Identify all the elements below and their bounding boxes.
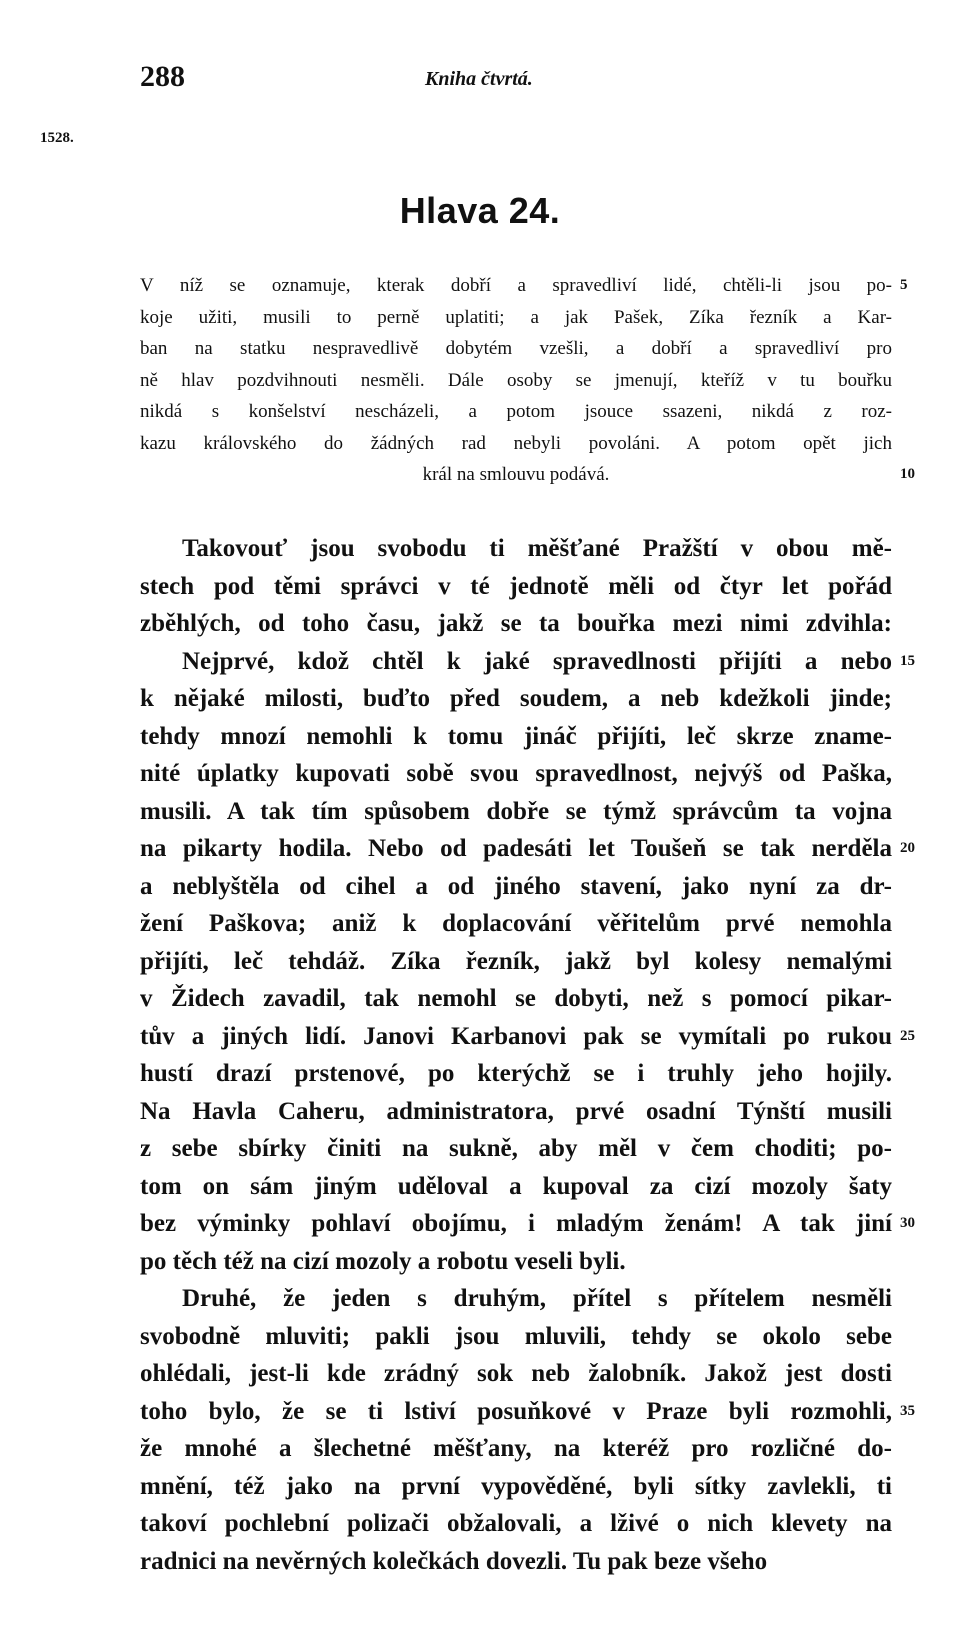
summary-line xyxy=(140,459,915,491)
body-line-text: že mnohé a šlechetné měšťany, na kteréž pro rozličné do- xyxy=(140,1435,892,1462)
summary-line-text: ně hlav pozdvihnouti nesměli. Dále osoby se jmenují, kteříž v tu bouřku xyxy=(140,369,892,391)
body-line xyxy=(140,980,892,1018)
body-line xyxy=(140,718,892,756)
line-number-marker: 20 xyxy=(900,840,915,856)
summary-line-text: nikdá s konšelství nescházeli, a potom jsouce ssazeni, nikdá z roz- xyxy=(140,401,892,422)
body-line xyxy=(140,1393,915,1431)
body-line-text: zběhlých, od toho času, jakž se ta bouřka mezi nimi zdvihla: xyxy=(140,610,892,637)
body-line-text: tův a jiných lidí. Janovi Karbanovi pak se vymítali po rukou xyxy=(140,1022,892,1050)
body-line-text: svobodně mluviti; pakli jsou mluvili, tehdy se okolo sebe xyxy=(140,1322,892,1350)
body-line xyxy=(140,1055,892,1093)
body-line xyxy=(140,1543,892,1581)
body-line-text: Na Havla Caheru, administratora, prvé osadní Týnští musili xyxy=(140,1097,892,1125)
summary-line xyxy=(140,333,892,365)
body-line xyxy=(140,868,892,906)
body-line-text: bez výminky pohlaví obojímu, i mladým ženám! A tak jiní xyxy=(140,1210,892,1237)
body-line-text: žení Paškova; aniž k doplacování věřitelům prvé nemohla xyxy=(140,910,892,937)
body-line-text: takoví pochlební polizači obžalovali, a lživé o nich klevety na xyxy=(140,1510,892,1537)
body-line-text: Druhé, že jeden s druhým, přítel s přítelem nesměli xyxy=(182,1285,892,1312)
body-line-text: v Židech zavadil, tak nemohl se dobyti, než s pomocí pikar- xyxy=(140,985,892,1012)
body-line xyxy=(140,1430,892,1468)
body-line-text: na pikarty hodila. Nebo od padesáti let Toušeň se tak nerděla xyxy=(140,835,892,862)
body-line xyxy=(140,793,892,831)
line-number-marker: 10 xyxy=(900,466,915,482)
body-line-text: radnici na nevěrných kolečkách dovezli. Tu pak beze všeho xyxy=(140,1547,768,1575)
body-line xyxy=(140,680,892,718)
body-line-text: tehdy mnozí nemohli k tomu jináč přijíti, leč skrze zname- xyxy=(140,722,892,750)
body-line xyxy=(140,568,892,606)
page-number: 288 xyxy=(140,60,185,93)
year-margin-note: 1528. xyxy=(40,130,74,146)
body-line-text: nité úplatky kupovati sobě svou spravedlnost, nejvýš od Paška, xyxy=(140,760,892,787)
body-line xyxy=(140,1318,892,1356)
summary-line xyxy=(140,302,892,334)
line-number-marker: 30 xyxy=(900,1215,915,1231)
running-title: Kniha čtvrtá. xyxy=(425,68,533,90)
body-line-text: hustí drazí prstenové, po kterýchž se i truhly jeho hojily. xyxy=(140,1060,892,1087)
chapter-summary xyxy=(140,270,915,491)
body-line xyxy=(140,530,892,568)
body-line-text: Takovouť jsou svobodu ti měšťané Pražští v obou mě- xyxy=(182,535,892,562)
body-line-text: mnění, též jako na první vypověděné, byli sítky zavlekli, ti xyxy=(140,1472,892,1500)
body-line-text: k nějaké milosti, buďto před soudem, a neb kdežkoli jinde; xyxy=(140,685,892,712)
body-line-text: ohlédali, jest-li kde zrádný sok neb žalobník. Jakož jest dosti xyxy=(140,1360,892,1387)
body-line-text: po těch též na cizí mozoly a robotu veseli byli. xyxy=(140,1247,626,1275)
body-line-text: musili. A tak tím spůsobem dobře se týmž správcům ta vojna xyxy=(140,797,892,825)
summary-line-text: koje užiti, musili to perně uplatiti; a jak Pašek, Zíka řezník a Kar- xyxy=(140,306,892,328)
body-line xyxy=(140,1093,892,1131)
body-line xyxy=(140,943,892,981)
summary-line-text: V níž se oznamuje, kterak dobří a spravedliví lidé, chtěli-li jsou po- xyxy=(140,275,892,296)
body-line xyxy=(140,605,892,643)
chapter-heading: Hlava 24. xyxy=(399,190,561,231)
body-line xyxy=(140,1018,915,1056)
body-line xyxy=(140,1130,892,1168)
body-line-text: stech pod těmi správci v té jednotě měli od čtyr let pořád xyxy=(140,572,892,600)
summary-line xyxy=(140,428,892,460)
body-line-text: toho bylo, že se ti lstiví posuňkové v Praze byli rozmohli, xyxy=(140,1397,892,1425)
body-line-text: a neblyštěla od cihel a od jiného stavení, jako nyní za dr- xyxy=(140,872,892,900)
summary-line xyxy=(140,270,908,302)
summary-line xyxy=(140,396,892,428)
body-line xyxy=(140,1468,892,1506)
body-line xyxy=(140,1355,892,1393)
body-line xyxy=(140,830,915,868)
line-number-marker: 15 xyxy=(900,652,915,669)
line-number-marker: 35 xyxy=(900,1402,915,1419)
body-line xyxy=(140,1168,892,1206)
chapter-body xyxy=(140,530,915,1580)
body-line-text: z sebe sbírky činiti na sukně, aby měl v čem choditi; po- xyxy=(140,1135,892,1162)
body-line xyxy=(140,905,892,943)
line-number-marker: 25 xyxy=(900,1027,915,1044)
body-line xyxy=(140,1505,892,1543)
body-line xyxy=(140,1243,892,1281)
body-line-text: tom on sám jiným uděloval a kupoval za cizí mozoly šaty xyxy=(140,1172,892,1200)
summary-line-text: král na smlouvu podává. xyxy=(422,464,610,485)
body-line-text: Nejprvé, kdož chtěl k jaké spravedlnosti přijíti a nebo xyxy=(182,647,892,675)
summary-line-text: kazu královského do žádných rad nebyli povoláni. A potom opět jich xyxy=(140,432,892,454)
line-number-marker: 5 xyxy=(900,277,908,293)
body-line xyxy=(140,643,915,681)
page-header xyxy=(0,60,960,100)
body-line xyxy=(140,1280,892,1318)
summary-line xyxy=(140,365,892,397)
body-line xyxy=(140,1205,915,1243)
body-line xyxy=(140,755,892,793)
summary-line-text: ban na statku nespravedlivě dobytém vzešli, a dobří a spravedliví pro xyxy=(140,338,892,359)
body-line-text: přijíti, leč tehdáž. Zíka řezník, jakž byl kolesy nemalými xyxy=(140,947,892,975)
